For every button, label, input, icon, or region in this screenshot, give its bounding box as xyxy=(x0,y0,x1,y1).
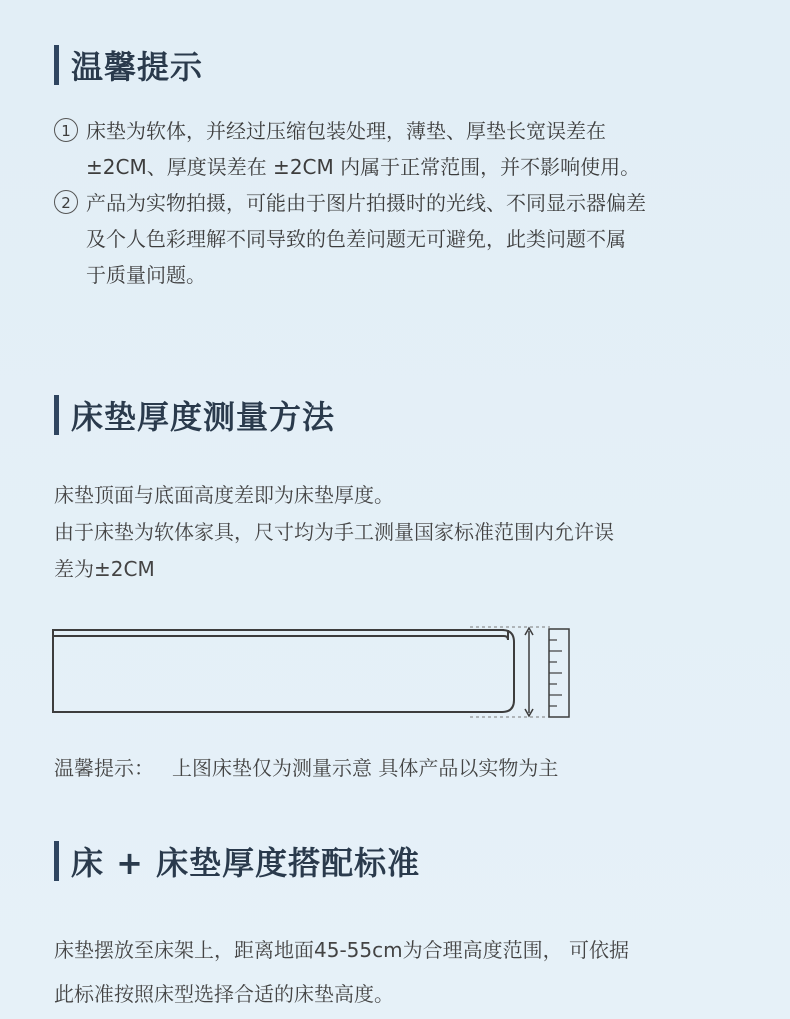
tips-section-title xyxy=(54,42,203,88)
ruler-ticks xyxy=(549,640,562,706)
measure-title-text: 床垫厚度测量方法 xyxy=(71,398,336,436)
tip-item-2 xyxy=(54,185,754,293)
tip-text-2 xyxy=(86,185,754,293)
tip-2-line-1: 产品为实物拍摄，可能由于图片拍摄时的光线、不同显示器偏差 xyxy=(86,191,646,215)
tip-number-1: 1 xyxy=(54,118,78,142)
tip-2-line-2: 及个人色彩理解不同导致的色差问题无可避免，此类问题不属 xyxy=(86,227,626,251)
measure-line-2: 由于床垫为软体家具，尺寸均为手工测量国家标准范围内允许误 xyxy=(54,520,614,544)
standard-line-1: 床垫摆放至床架上，距离地面45-55cm为合理高度范围， 可依据 xyxy=(54,938,629,962)
title-accent-bar xyxy=(54,841,59,881)
measure-line-1: 床垫顶面与底面高度差即为床垫厚度。 xyxy=(54,483,394,507)
tip-number-2: 2 xyxy=(54,190,78,214)
mattress-outline xyxy=(53,630,514,712)
mattress-measure-diagram xyxy=(52,622,582,722)
title-accent-bar xyxy=(54,395,59,435)
standard-line-2: 此标准按照床型选择合适的床垫高度。 xyxy=(54,982,394,1006)
title-accent-bar xyxy=(54,45,59,85)
measure-section-title xyxy=(54,392,335,438)
diagram-hint xyxy=(54,752,558,781)
measure-description xyxy=(54,477,744,588)
standard-description xyxy=(54,928,754,1016)
mattress-top-layer xyxy=(53,630,508,640)
tip-2-line-3: 于质量问题。 xyxy=(86,263,206,287)
standard-section-title xyxy=(54,838,420,884)
hint-text: 上图床垫仅为测量示意 具体产品以实物为主 xyxy=(172,756,559,780)
standard-title-text: 床 + 床垫厚度搭配标准 xyxy=(71,844,421,882)
tip-text-1 xyxy=(86,113,754,185)
tip-1-line-2: ±2CM、厚度误差在 ±2CM 内属于正常范围，并不影响使用。 xyxy=(86,155,641,179)
tips-title-text: 温馨提示 xyxy=(71,48,204,86)
tip-1-line-1: 床垫为软体，并经过压缩包装处理，薄垫、厚垫长宽误差在 xyxy=(86,119,606,143)
tips-list xyxy=(54,113,754,293)
tip-item-1 xyxy=(54,113,754,185)
hint-label: 温馨提示： xyxy=(54,756,154,780)
measure-line-3: 差为±2CM xyxy=(54,557,155,581)
